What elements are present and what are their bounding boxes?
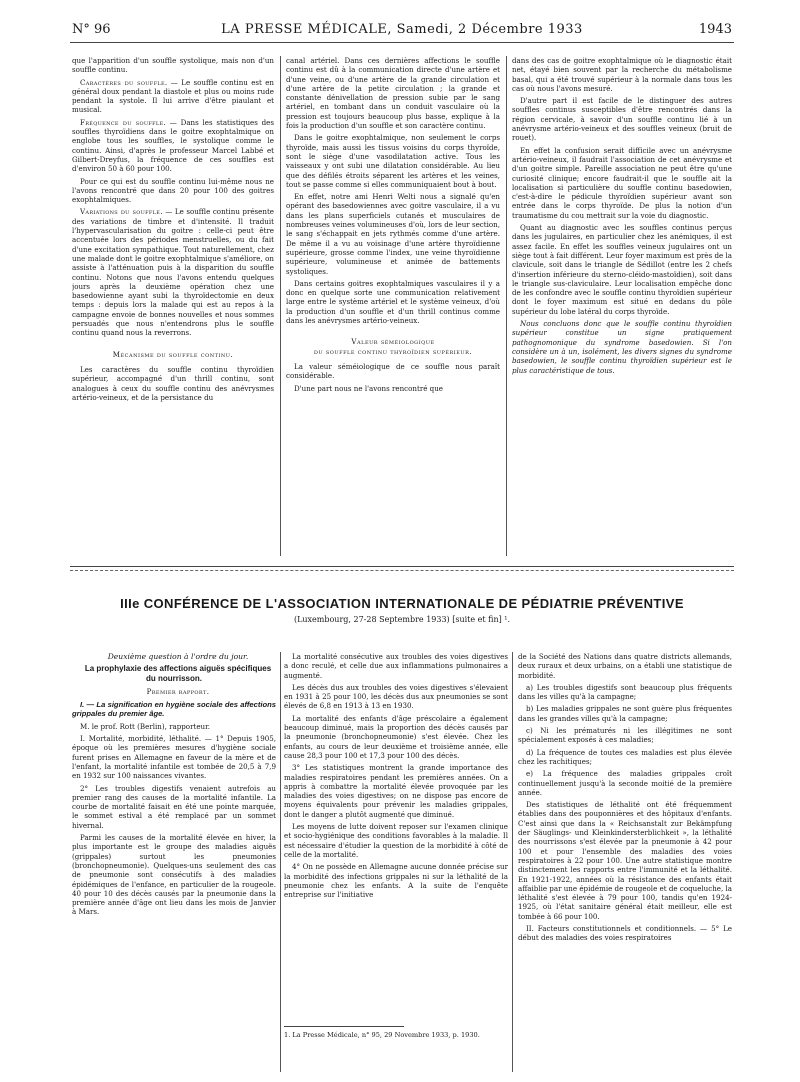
paragraph: Caractères du souffle. — Le souffle continu est en général doux pendant la diastole et plus ou moins rude pendant la systole. Il lui arrive d'être piaulant et musical. [72, 77, 274, 115]
paragraph: Dans certains goitres exophtalmiques vasculaires il y a donc en quelque sorte une communication relativement large entre le système artériel et le système veineux, d'où la production d'un souffle et d'un thrill continus comme dans les anévrysmes artério-veineux. [286, 278, 500, 326]
article-title: La prophylaxie des affections aiguës spécifiques du nourrisson. [84, 664, 272, 684]
bottom-column-3 [518, 652, 732, 1072]
paragraph-label: Variations du souffle. [80, 207, 163, 217]
list-item: c) Ni les prématurés ni les illégitimes ne sont spécialement exposés à ces maladies; [518, 726, 732, 745]
paragraph: Dans le goitre exophtalmique, non seulement le corps thyroïde, mais aussi les tissus voisins du corps thyroïde, sont le siège d'une vasodilatation active. Tous les vaisseaux y ont subi une dilatation considérable. Au lieu que des défilés étroits séparent les artères et les veines, tout se passe comme si elles communiquaient bout à bout. [286, 133, 500, 189]
section-rule [70, 566, 734, 567]
column-rule [506, 56, 507, 556]
column-rule [512, 652, 513, 1072]
paragraph: La mortalité consécutive aux troubles des voies digestives a donc reculé, et celle due aux inflammations pulmonaires a augmenté. [284, 652, 508, 680]
paragraph: Quant au diagnostic avec les souffles continus perçus dans les jugulaires, en particulier chez les anémiques, il est assez facile. En effet les souffles veineux jugulaires ont un siège tout à fait différent. Leur foyer maximum est près de la clavicule, soit dans le triangle de Sédillot (entre les 2 chefs d'insertion inférieure du sterno-cléido-mastoïdien), soit dans le triangle sus-claviculaire. Leur localisation empêche donc de les confondre avec le souffle continu thyroïdien supérieur dont le foyer maximum est situé en dedans du pôle supérieur du lobe latéral du corps thyroïde. [512, 223, 732, 316]
section-rule [70, 570, 734, 571]
footnote-rule [284, 1026, 404, 1027]
top-column-2 [286, 56, 500, 556]
paragraph: I. Mortalité, morbidité, léthalité. — 1° Depuis 1905, époque où les premières mesures d'hygiène sociale furent prises en Allemagne en faveur de la mère et de l'enfant, la mortalité infantile est tombée de 20,5 à 7,9 en 1932 sur 100 naissances vivantes. [72, 734, 276, 781]
paragraph: Les moyens de lutte doivent reposer sur l'examen clinique et socio-hygiénique des conditions favorables à la maladie. Il est nécessaire d'étudier la question de la morbidité à côté de celle de la mortalité. [284, 822, 508, 859]
paragraph: 2° Les troubles digestifs venaient autrefois au premier rang des causes de la mortalité infantile. La courbe de mortalité faisait en été une pointe marquée, le sommet estival a été remplacé par un sommet hivernal. [72, 783, 276, 830]
list-item: a) Les troubles digestifs sont beaucoup plus fréquents dans les villes qu'à la campagne; [518, 682, 732, 702]
paragraph: que l'apparition d'un souffle systolique, mais non d'un souffle continu. [72, 56, 274, 75]
paragraph-label: Caractères du souffle. [80, 77, 168, 87]
bottom-column-1 [72, 652, 276, 1072]
rapporteur: M. le prof. Rott (Berlin), rapporteur. [80, 721, 210, 731]
paragraph: dans des cas de goitre exophtalmique où le diagnostic était net, étayé bien souvent par la recherche du métabolisme basal, qui a été trouvé supérieur à la normale dans tous les cas où nous l'avons mesuré. [512, 56, 732, 93]
running-header [72, 22, 732, 40]
list-item: d) La fréquence de toutes ces maladies est plus élevée chez les rachitiques; [518, 747, 732, 766]
column-rule [280, 56, 281, 556]
conclusion-paragraph: Nous concluons donc que le souffle continu thyroïdien supérieur constitue un signe pratiquement pathognomonique du syndrome basedowien. Si l'on considère un à un, isolément, les divers signes du syndrome basedowien, le souffle continu thyroïdien supérieur est le plus caractéristique de tous. [512, 319, 732, 375]
paragraph: D'une part nous ne l'avons rencontré que [294, 383, 443, 393]
paragraph: La mortalité des enfants d'âge préscolaire a également beaucoup diminué, mais la proportion des décès causés par la pneumonie (bronchopneumonie) s'est élevée. Chez les enfants, au cours de leur deuxième et troisième année, elle cause 28,3 pour 100 et 17,3 pour 100 des décès. [284, 713, 508, 760]
section-heading: Mécanisme du souffle continu. [112, 349, 234, 359]
question-heading: Deuxième question à l'ordre du jour. [107, 652, 249, 661]
paragraph-label: Fréquence du souffle. [80, 117, 167, 127]
section-heading: Valeur séméiologique [351, 337, 435, 347]
paragraph: 3° Les statistiques montrent la grande importance des maladies respiratoires pendant les premières années. On a appris à combattre la mortalité élevée provoquée par les maladies des voies digestives; on ne dispose pas encore de moyens équivalents pour prévenir les maladies grippales, dont le danger a plutôt augmenté que diminué. [284, 763, 508, 819]
bottom-column-2 [284, 652, 508, 1014]
section-title: I. — La signification en hygiène sociale des affections grippales du premier âge. [72, 699, 276, 719]
list-item: b) Les maladies grippales ne sont guère plus fréquentes dans les grandes villes qu'à la campagne; [518, 704, 732, 723]
paragraph: Fréquence du souffle. — Dans les statistiques des souffles thyroïdiens dans le goitre exophtalmique on englobe tous les souffles, le systolique comme le continu. Ainsi, d'après le professeur Marcel Labbé et Gilbert-Dreyfus, la fréquence de ces souffles est d'environ 50 à 60 pour 100. [72, 117, 274, 174]
page-number: N° 96 [72, 22, 111, 37]
footnote: 1. La Presse Médicale, n° 95, 29 Novembre 1933, p. 1930. [284, 1031, 480, 1039]
paragraph: de la Société des Nations dans quatre districts allemands, deux ruraux et deux urbains, on a établi une statistique de morbidité. [518, 652, 732, 680]
conference-title: IIIe CONFÉRENCE DE L'ASSOCIATION INTERNATIONALE DE PÉDIATRIE PRÉVENTIVE [120, 596, 684, 611]
top-column-3 [512, 56, 732, 556]
header-rule [70, 42, 734, 43]
journal-title: LA PRESSE MÉDICALE, Samedi, 2 Décembre 1933 [221, 22, 583, 37]
paragraph: Les caractères du souffle continu thyroïdien supérieur, accompagné d'un thrill continu, sont analogues à ceux du souffle continu des anévrysmes artério-veineux, et de la persistance du [72, 364, 274, 402]
paragraph: Variations du souffle. — Le souffle continu présente des variations de timbre et d'intensité. Il traduit l'hypervascularisation du goitre : celle-ci peut être accentuée lors des périodes menstruelles, ou du fait d'une excitation sympathique. Tout naturellement, chez une malade dont le goitre exophtalmique s'améliore, on assiste à l'atténuation puis à la disparition du souffle continu. Notons que nous l'avons entendu quelques jours après la deuxième opération chez une basedowienne ayant subi la thyroïdectomie en deux temps : depuis lors la malade qui est au repos à la campagne envoie de bonnes nouvelles et nous sommes persuadés que nous n'entendrons plus le souffle continu quand nous la reverrons. [72, 207, 274, 338]
paragraph: II. Facteurs constitutionnels et conditionnels. — 5° Le début des maladies des voies respiratoires [518, 924, 732, 943]
paragraph: La valeur séméiologique de ce souffle nous paraît considérable. [286, 361, 500, 381]
paragraph: canal artériel. Dans ces dernières affections le souffle continu est dû à la communication directe d'une artère et d'une veine, ou d'une artère de la grande circulation et d'une artère de la petite circulation ; la grande et constante dénivellation de pression subie par le sang artériel, en tombant dans un conduit vasculaire où la pression est toujours beaucoup plus basse, explique à la fois la production d'un souffle et son caractère continu. [286, 56, 500, 131]
report-label: Premier rapport. [146, 687, 210, 697]
paragraph: Pour ce qui est du souffle continu lui-même nous ne l'avons rencontré que dans 20 pour 100 des goitres exophtalmiques. [72, 176, 274, 205]
section-heading: du souffle continu thyroïdien supérieur. [313, 346, 473, 356]
top-column-1 [72, 56, 274, 556]
list-item: e) La fréquence des maladies grippales croît continuellement jusqu'à la seconde moitié de la première année. [518, 769, 732, 797]
paragraph: Les décès dus aux troubles des voies digestives s'élevaient en 1931 à 25 pour 100, les décès dus aux pneumonies se sont élevés de 6,8 en 1913 à 13 en 1930. [284, 682, 508, 711]
paragraph: 4° On ne possède en Allemagne aucune donnée précise sur la morbidité des infections grippales ni sur la léthalité de la pneumonie chez les enfants. A la suite de l'enquête entreprise sur l'initiative [284, 862, 508, 900]
column-rule [280, 652, 281, 1072]
paragraph: En effet la confusion serait difficile avec un anévrysme artério-veineux, il faudrait l'association de cet anévrysme et d'un goitre simple. Pareille association ne peut être qu'une curiosité clinique; encore faudrait-il que le souffle ait la localisation si particulière du souffle continu basedowien, c'est-à-dire le pédicule thyroïdien supérieur avant son entrée dans le corps thyroïde. De plus la notion d'un traumatisme du cou mettrait sur la voie du diagnostic. [512, 145, 732, 220]
conference-subtitle: (Luxembourg, 27-28 Septembre 1933) [suite et fin] ¹. [293, 615, 511, 624]
paragraph: En effet, notre ami Henri Welti nous a signalé qu'en opérant des basedowiennes avec goitre vasculaire, il a vu dans les plans superficiels cutanés et musculaires de nombreuses veines volumineuses d'où, lors de leur section, le sang s'échappait en jets rythmés comme d'une artère. De même il a vu au voisinage d'une artère thyroïdienne supérieure, grosse comme l'index, une veine thyroïdienne supérieure, volumineuse et animée de battements systoliques. [286, 192, 500, 276]
paragraph: Parmi les causes de la mortalité élevée en hiver, la plus importante est le groupe des maladies aiguës (grippales) surtout les pneumonies (bronchopneumonie). Quelques-uns seulement des cas de pneumonie sont consécutifs à des maladies épidémiques de l'enfance, en particulier de la rougeole. 40 pour 10 des décès causés par la pneumonie dans la première année d'âge ont lieu dans les mois de Janvier à Mars. [72, 833, 276, 917]
paragraph: Des statistiques de léthalité ont été fréquemment établies dans des pouponnières et des hôpitaux d'enfants. C'est ainsi que dans la « Reichsanstalt zur Bekämpfung der Säuglings- und Kleinkindersterblichkeit », la léthalité des nourrissons s'est élevée par la pneumonie à 42 pour 100 et pour l'ensemble des maladies des voies respiratoires à 22 pour 100. Une autre statistique montre distinctement les rapports entre l'immunité et la léthalité. En 1921-1922, années où la résistance des enfants était affaiblie par une épidémie de rougeole et de coqueluche, la léthalité s'est élevée à 79 pour 100, tandis qu'en 1924-1925, où l'état sanitaire général était meilleur, elle est tombée à 66 pour 100. [518, 800, 732, 921]
paragraph: D'autre part il est facile de le distinguer des autres souffles continus susceptibles d'être rencontrés dans la région cervicale, à savoir d'un souffle continu lié à un anévrysme artério-veineux et des souffles veineux (bruit de rouet). [512, 96, 732, 143]
header-page-ref: 1943 [698, 22, 732, 37]
